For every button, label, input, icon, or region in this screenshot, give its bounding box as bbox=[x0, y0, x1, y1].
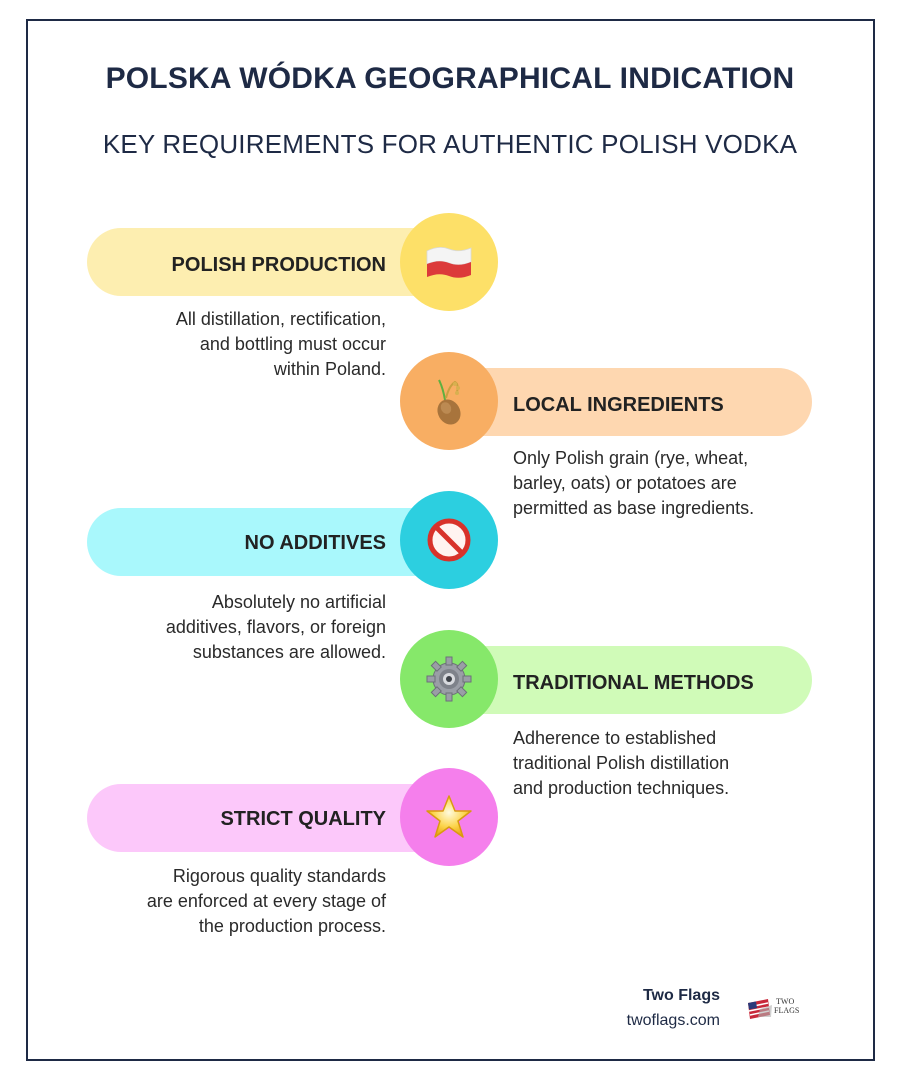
description-line: barley, oats) or potatoes are bbox=[513, 473, 737, 493]
description-line: within Poland. bbox=[273, 359, 386, 379]
strict-quality-circle bbox=[400, 768, 498, 866]
description-line: All distillation, rectification, bbox=[175, 309, 386, 329]
description-line: Rigorous quality standards bbox=[172, 866, 386, 886]
no-additives-description bbox=[86, 590, 386, 665]
polish-production-description bbox=[86, 307, 386, 382]
description-line: are enforced at every stage of bbox=[146, 891, 386, 911]
no-additives-circle bbox=[400, 491, 498, 589]
description-line: Adherence to established bbox=[513, 728, 717, 748]
description-line: Only Polish grain (rye, wheat, bbox=[513, 448, 749, 468]
potato-grain-icon bbox=[427, 376, 471, 426]
logo-text-two: TWO bbox=[776, 997, 795, 1006]
description-line: and production techniques. bbox=[513, 778, 730, 798]
polish-production-heading: POLISH PRODUCTION bbox=[171, 254, 386, 276]
brand-name: Two Flags bbox=[642, 987, 720, 1004]
two-flags-logo bbox=[746, 995, 802, 1021]
local-ingredients-description bbox=[513, 446, 803, 521]
description-line: Absolutely no artificial bbox=[211, 592, 386, 612]
traditional-methods-heading: TRADITIONAL METHODS bbox=[513, 672, 754, 694]
prohibited-icon bbox=[426, 517, 472, 563]
description-line: permitted as base ingredients. bbox=[513, 498, 755, 518]
description-line: the production process. bbox=[198, 916, 386, 936]
star-icon bbox=[424, 793, 474, 841]
page-subtitle: KEY REQUIREMENTS FOR AUTHENTIC POLISH VODKA bbox=[102, 129, 798, 159]
brand-url-link[interactable]: twoflags.com bbox=[626, 1012, 720, 1029]
description-line: substances are allowed. bbox=[192, 642, 386, 662]
strict-quality-heading: STRICT QUALITY bbox=[220, 808, 386, 830]
no-additives-heading: NO ADDITIVES bbox=[244, 532, 386, 554]
local-ingredients-heading: LOCAL INGREDIENTS bbox=[513, 394, 724, 416]
strict-quality-description bbox=[86, 864, 386, 939]
page-title: POLSKA WÓDKA GEOGRAPHICAL INDICATION bbox=[105, 62, 795, 95]
description-line: traditional Polish distillation bbox=[513, 753, 730, 773]
description-line: additives, flavors, or foreign bbox=[165, 617, 386, 637]
traditional-methods-circle bbox=[400, 630, 498, 728]
polish-production-circle bbox=[400, 213, 498, 311]
local-ingredients-circle bbox=[400, 352, 498, 450]
gear-icon bbox=[425, 655, 473, 703]
description-line: and bottling must occur bbox=[199, 334, 386, 354]
traditional-methods-description bbox=[513, 726, 803, 801]
poland-flag-icon bbox=[425, 245, 473, 279]
logo-text-flags: FLAGS bbox=[774, 1006, 800, 1015]
